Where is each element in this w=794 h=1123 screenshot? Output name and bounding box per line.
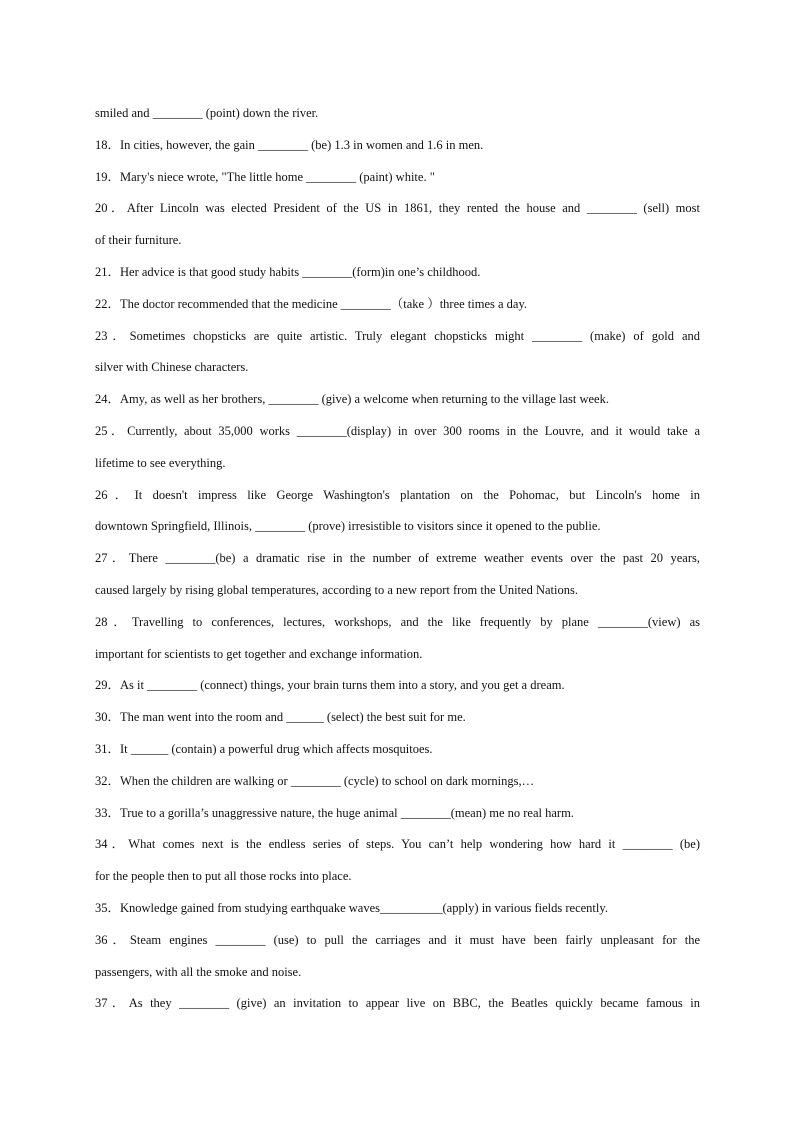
text-line: downtown Springfield, Illinois, ________ (prove) irresistible to visitors since it opened to the publie.	[95, 519, 601, 534]
question-25: 25．Currently, about 35,000 works ________(display) in over 300 rooms in the Louvre, and it would take a	[95, 423, 700, 438]
question-29: 29．As it ________ (connect) things, your brain turns them into a story, and you get a dream.	[95, 678, 565, 693]
text-line: caused largely by rising global temperatures, according to a new report from the United Nations.	[95, 582, 578, 597]
text-line: lifetime to see everything.	[95, 455, 226, 470]
question-26: 26．It doesn't impress like George Washington's plantation on the Pohomac, but Lincoln's home in	[95, 487, 700, 502]
question-19: 19．Mary's niece wrote, "The little home ________ (paint) white. "	[95, 169, 435, 184]
question-24: 24．Amy, as well as her brothers, ________ (give) a welcome when returning to the village last week.	[95, 392, 609, 407]
text-line: silver with Chinese characters.	[95, 360, 249, 375]
question-27: 27．There ________(be) a dramatic rise in the number of extreme weather events over the past 20 years,	[95, 551, 700, 566]
question-36: 36．Steam engines ________ (use) to pull the carriages and it must have been fairly unpleasant for the	[95, 932, 700, 947]
text-line: smiled and ________ (point) down the river.	[95, 106, 319, 120]
question-35: 35．Knowledge gained from studying earthquake waves__________(apply) in various fields recently.	[95, 900, 608, 915]
text-line: of their furniture.	[95, 233, 182, 248]
question-33: 33．True to a gorilla’s unaggressive nature, the huge animal ________(mean) me no real harm.	[95, 805, 574, 820]
document-page	[95, 98, 700, 1020]
question-34: 34．What comes next is the endless series of steps. You can’t help wondering how hard it ________ (be)	[95, 837, 700, 852]
question-30: 30．The man went into the room and ______ (select) the best suit for me.	[95, 710, 466, 725]
text-line: for the people then to put all those rocks into place.	[95, 869, 352, 884]
question-37: 37．As they ________ (give) an invitation to appear live on BBC, the Beatles quickly became famous in	[95, 996, 700, 1011]
question-23: 23．Sometimes chopsticks are quite artistic. Truly elegant chopsticks might ________ (make) of gold and	[95, 328, 700, 343]
question-32: 32．When the children are walking or ________ (cycle) to school on dark mornings,…	[95, 773, 535, 788]
text-line: passengers, with all the smoke and noise.	[95, 964, 302, 979]
question-28: 28．Travelling to conferences, lectures, workshops, and the like frequently by plane ________(view) as	[95, 614, 700, 629]
text-line: important for scientists to get together and exchange information.	[95, 646, 423, 661]
question-22: 22．The doctor recommended that the medicine ________（take ）three times a day.	[95, 296, 528, 311]
question-21: 21．Her advice is that good study habits ________(form)in one’s childhood.	[95, 264, 481, 279]
question-20: 20．After Lincoln was elected President of the US in 1861, they rented the house and ________ (sell) most	[95, 201, 700, 216]
question-18: 18．In cities, however, the gain ________ (be) 1.3 in women and 1.6 in men.	[95, 137, 484, 152]
question-31: 31．It ______ (contain) a powerful drug which affects mosquitoes.	[95, 741, 433, 756]
